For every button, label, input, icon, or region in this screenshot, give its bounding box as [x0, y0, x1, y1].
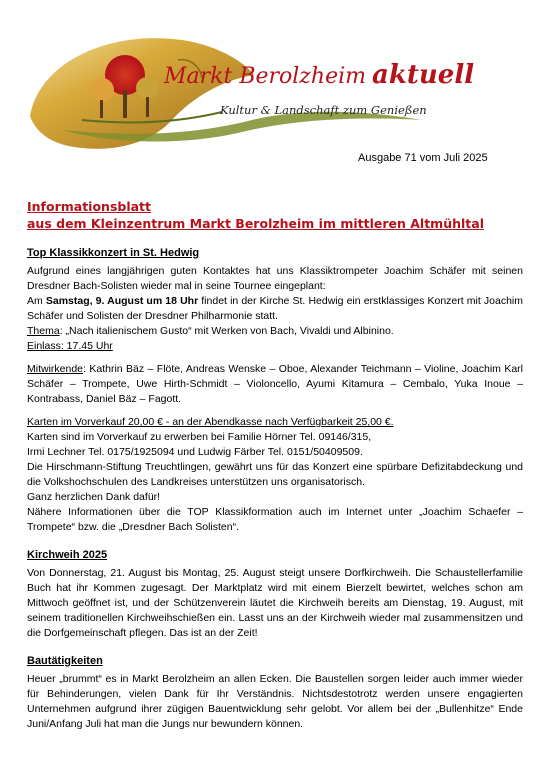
ticket-sales-line-2: Irmi Lechner Tel. 0175/1925094 und Ludwig Färber Tel. 0151/50409509. — [27, 446, 363, 458]
headline-line-1: Informationsblatt — [27, 199, 152, 214]
concert-performers: Mitwirkende: Kathrin Bäz – Flöte, Andreas Wenske – Oboe, Alexander Teichmann – Violine, Joachim Karl Schäfer – Trompete, Uwe Hirth-Schmidt – Violoncello, Ayumi Kitamura – Cembalo, Yuka Inoue – Kontrabass, Daniel Bäz – Fagott. — [27, 363, 523, 405]
concert-date-highlight: Samstag, 9. August um 18 Uhr — [45, 295, 199, 307]
thanks-note: Ganz herzlichen Dank dafür! — [27, 491, 161, 503]
ticket-sales-line-1: Karten sind im Vorverkauf zu erwerben bei Familie Hörner Tel. 09146/315, — [27, 431, 372, 443]
masthead-title: Markt Berolzheim aktuell — [164, 60, 475, 90]
more-info-note: Nähere Informationen über die TOP Klassikformation auch im Internet unter „Joachim Schaefer – Trompete“ bzw. die „Dresdner Bach Solisten“. — [27, 506, 523, 533]
construction-title: Bautätigkeiten — [27, 655, 103, 667]
concert-intro: Aufgrund eines langjährigen guten Kontaktes hat uns Klassiktrompeter Joachim Schäfer mit seinen Dresdner Bach-Solisten wieder mal in seine Tournee eingeplant: — [27, 265, 523, 292]
construction-text: Heuer „brummt“ es in Markt Berolzheim an allen Ecken. Die Baustellen sorgen leider auch immer wieder für Behinderungen, vielen Dank für Ihr Verständnis. Nichtsdestotrotz werden unsere engagierten Unternehmen aufgrund ihrer zügigen Bauentwicklung sehr gelobt. Vor allem bei der „Bullenhitze“ Ende Juni/Anfang Juli hat man die Jungs nur bewundern können. — [27, 673, 523, 730]
masthead-subtitle: Kultur & Landschaft zum Genießen — [220, 103, 427, 117]
headline-line-2: aus dem Kleinzentrum Markt Berolzheim im mittleren Altmühltal — [27, 216, 484, 231]
concert-date: Am Samstag, 9. August um 18 Uhr findet in der Kirche St. Hedwig ein erstklassiges Konzert mit Joachim Schäfer und Solisten der Dresdner Philharmonie statt. — [27, 295, 524, 322]
concert-title: Top Klassikkonzert in St. Hedwig — [27, 247, 200, 259]
kirchweih-text: Von Donnerstag, 21. August bis Montag, 25. August steigt unsere Dorfkirchweih. Die Schaustellerfamilie Buch hat ihr Kommen zugesagt. Der Marktplatz wird mit einem Bierzelt bewirtet, welches schon am Mittwoch geöffnet ist, und der Schützenverein läutet die Kirchweih bereits am Dienstag, 19. August, mit seinem traditionellen Kirchweihschießen ein. Lasst uns an der Kirchweih wieder mal zusammensitzen und die Dorfgemeinschaft pflegen. Das ist an der Zeit! — [27, 567, 523, 639]
concert-admission: Einlass: 17.45 Uhr — [27, 340, 113, 352]
ticket-prices: Karten im Vorverkauf 20,00 € - an der Abendkasse nach Verfügbarkeit 25,00 €. — [27, 416, 394, 428]
masthead-logo — [22, 20, 475, 160]
page-headline — [27, 198, 527, 232]
sponsor-note: Die Hirschmann-Stiftung Treuchtlingen, gewährt uns für das Konzert eine spürbare Defizitabdeckung und die Volkshochschulen des Landkreises unterstützen uns organisatorisch. — [27, 461, 523, 488]
concert-theme: Thema: „Nach italienischem Gusto“ mit Werken von Bach, Vivaldi und Albinino. — [27, 325, 394, 337]
kirchweih-title: Kirchweih 2025 — [27, 549, 108, 561]
autumn-leaf-logo-graphic — [22, 20, 475, 160]
article-content — [27, 246, 523, 732]
issue-number: Ausgabe 71 vom Juli 2025 — [358, 152, 488, 164]
theme-label: Thema — [27, 325, 60, 337]
performers-label: Mitwirkende — [27, 363, 84, 375]
